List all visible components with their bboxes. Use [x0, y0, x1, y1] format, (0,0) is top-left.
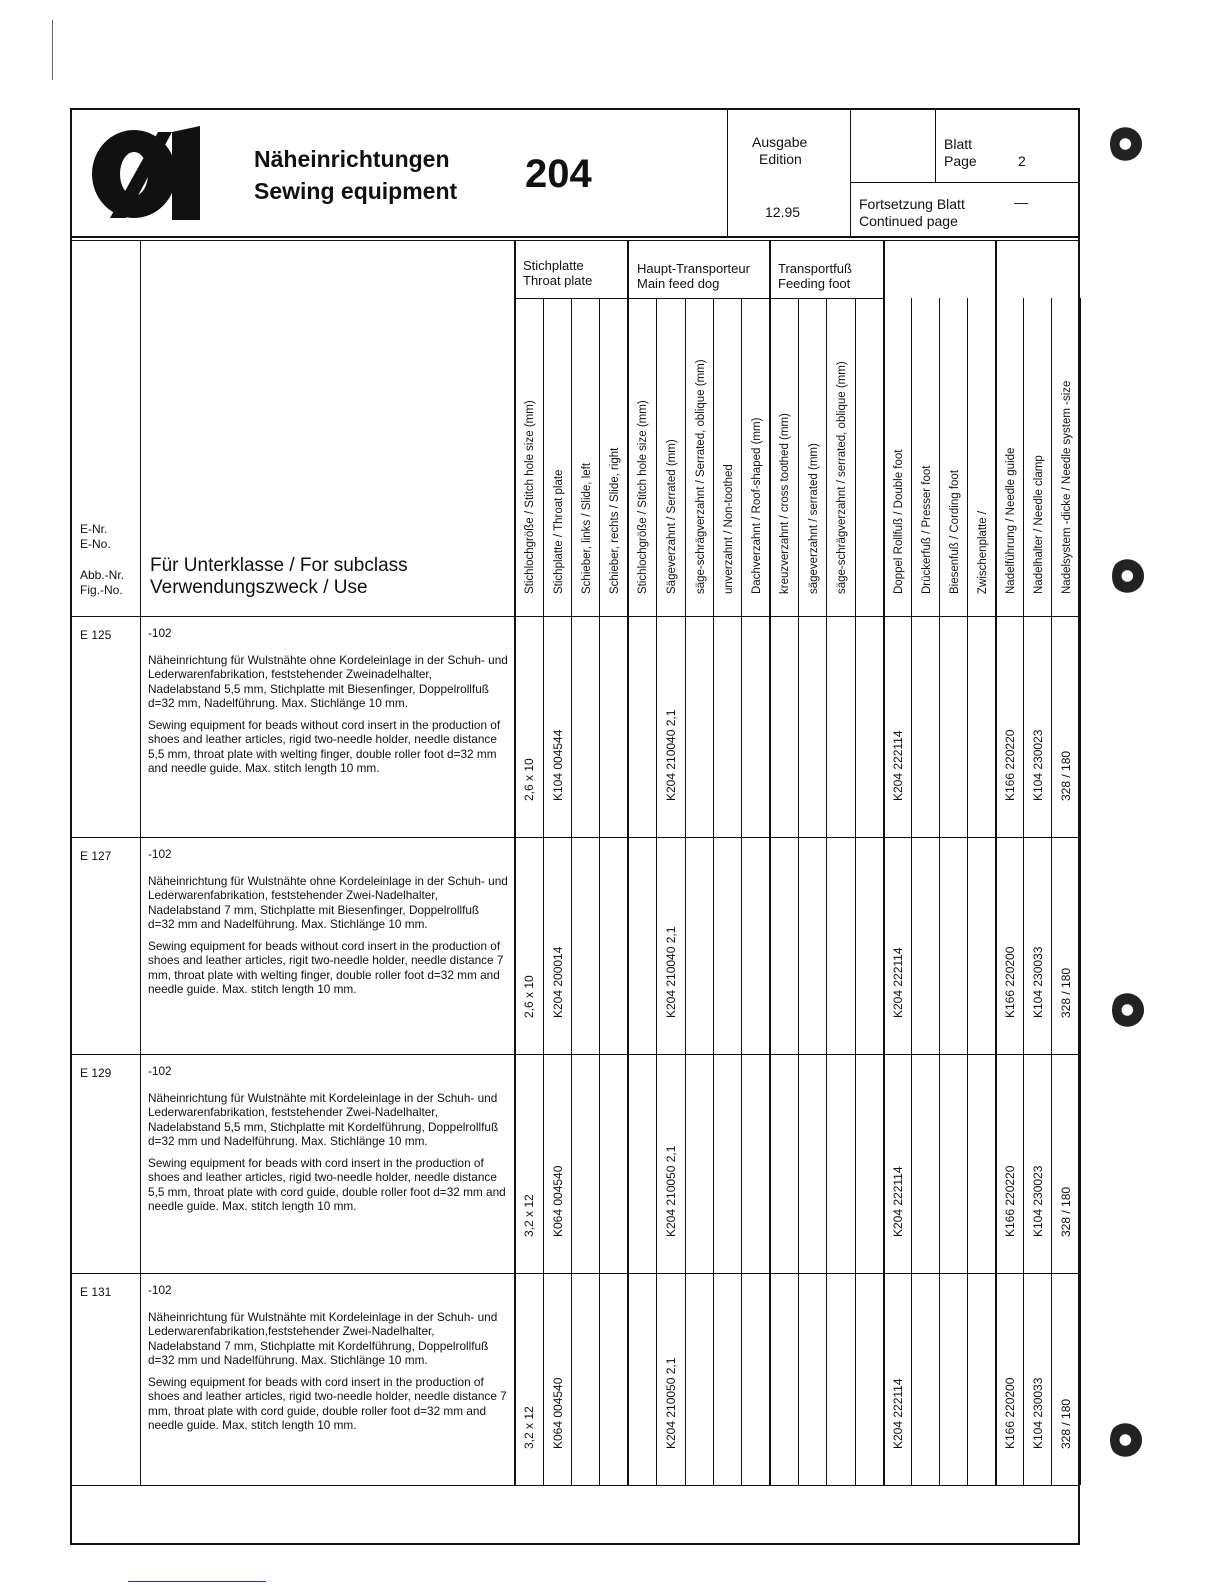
- cell-stitch-hole: 3,2 x 12: [522, 1194, 536, 1237]
- cell-serrated: K204 210040 2,1: [664, 709, 678, 801]
- column-header-13: Doppel Rollfuß / Double foot: [893, 449, 905, 594]
- col-divider-19: [1051, 298, 1052, 1485]
- col-divider-1: [543, 298, 544, 1485]
- row-description: [148, 626, 508, 783]
- row-description: [148, 1064, 508, 1221]
- header-divider-4: [850, 182, 1080, 183]
- col-divider-12: [855, 298, 856, 1485]
- header-bottom-rule: [70, 236, 1080, 238]
- row-desc-de: Näheinrichtung für Wulstnähte mit Kordeleinlage in der Schuh- und Lederwarenfabrikation,feststehender Zwei-Nadelhalter, Nadelabstand 7 mm, Stichplatte mit Kordelführung, Doppelrollfuß d=32 mm und Nadelführung. Max. Stichlänge 10 mm.: [148, 1309, 498, 1367]
- row-desc-de: Näheinrichtung für Wulstnähte mit Kordeleinlage in der Schuh- und Lederwarenfabrikation, feststehender Zwei-Nadelhalter, Nadelabstand 5,5 mm, Stichplatte mit Kordelführung, Doppelrollfuß d=32 mm und Nadelführung. Max. Stichlänge 10 mm.: [148, 1090, 499, 1148]
- header-divider-1: [727, 108, 728, 236]
- column-header-8: Dachverzahnt / Roof-shaped (mm): [751, 417, 763, 594]
- col-divider-15: [939, 298, 940, 1485]
- header-divider-2: [850, 108, 851, 236]
- column-header-10: sägeverzahnt / serrated (mm): [808, 443, 820, 594]
- cell-needle-system: 328 / 180: [1059, 1398, 1073, 1449]
- row-eno: E 127: [80, 849, 112, 863]
- row-eno: E 131: [80, 1285, 112, 1299]
- title-de: Näheinrichtungen: [254, 146, 450, 172]
- edition-value: 12.95: [765, 204, 801, 220]
- column-header-18: Nadelhalter / Needle clamp: [1033, 455, 1045, 594]
- row-subclass: -102: [148, 626, 172, 640]
- row-description: [148, 1283, 508, 1440]
- col-divider-0: [514, 240, 516, 1485]
- margin-mark: [52, 20, 53, 80]
- row-desc-de: Näheinrichtung für Wulstnähte ohne Kordeleinlage in der Schuh- und Lederwarenfabrikation, feststehender Zweinadelhalter, Nadelabstand 5,5 mm, Stichplatte mit Biesenfinger, Doppelrollfuß d=32 mm, Nadelführung. Max. Stichlänge 10 mm.: [148, 652, 508, 710]
- col-divider-8: [741, 298, 742, 1485]
- punch-hole-top: [1110, 124, 1144, 164]
- column-header-5: Sägeverzahnt / Serrated (mm): [666, 439, 678, 594]
- col-divider-9: [769, 240, 771, 1485]
- row-desc-en: Sewing equipment for beads without cord insert in the production of shoes and leather articles, rigid two-needle holder, needle distance 5,5 mm, throat plate with welting finger, double roller foot d=32 mm and needle guide. Max. stitch length 10 mm.: [148, 717, 501, 775]
- cell-stitch-hole: 3,2 x 12: [522, 1406, 536, 1449]
- cell-double-foot: K204 222114: [891, 730, 905, 801]
- column-header-4: Stichlochgröße / Stitch hole size (mm): [637, 400, 649, 594]
- eno-label-en: E-No.: [80, 537, 111, 551]
- col-divider-16: [967, 298, 968, 1485]
- page-label-de: Blatt: [944, 136, 973, 152]
- punch-hole-3: [1112, 990, 1146, 1030]
- cell-serrated: K204 210050 2,1: [664, 1145, 678, 1237]
- cell-throat-plate: K064 004540: [551, 1165, 565, 1237]
- group-feeding-foot: Transportfuß Feeding foot: [778, 261, 852, 291]
- col-divider-3: [599, 298, 600, 1485]
- col-divider-4: [627, 240, 629, 1485]
- col-divider-6: [685, 298, 686, 1485]
- cell-throat-plate: K104 004544: [551, 729, 565, 801]
- column-header-3: Schieber, rechts / Slide, right: [609, 447, 621, 594]
- cell-needle-system: 328 / 180: [1059, 750, 1073, 801]
- continued-label-de: Fortsetzung Blatt: [859, 196, 965, 212]
- column-header-0: Stichlochgröße / Stitch hole size (mm): [524, 400, 536, 594]
- column-header-1: Stichplatte / Throat plate: [553, 469, 565, 594]
- fig-label-en: Fig.-No.: [80, 583, 123, 597]
- cell-needle-guide: K166 220200: [1003, 946, 1017, 1018]
- column-header-7: unverzahnt / Non-toothed: [723, 464, 735, 594]
- cell-needle-clamp: K104 230033: [1031, 1377, 1045, 1449]
- col-divider-end: [1080, 298, 1081, 1485]
- row-desc-en: Sewing equipment for beads with cord insert in the production of shoes and leather articles, rigid two-needle holder, needle distance 7 mm, throat plate with cord guide, double roller foot d=32 mm and needle guide. Max. stitch length 10 mm.: [148, 1374, 507, 1432]
- page-label-en: Page: [944, 153, 977, 169]
- cell-double-foot: K204 222114: [891, 947, 905, 1018]
- column-header-9: kreuzverzahnt / cross toothed (mm): [779, 413, 791, 594]
- header-divider-3: [935, 108, 936, 182]
- title-en: Sewing equipment: [254, 178, 458, 204]
- row-separator: [70, 1054, 1080, 1055]
- table-bottom-rule: [70, 1485, 1080, 1486]
- col-divider-5: [656, 298, 657, 1485]
- row-desc-en: Sewing equipment for beads without cord insert in the production of shoes and leather articles, rigit two-needle holder, needle distance 7 mm, throat plate with welting finger, double roller foot d=32 mm and needle guide. Max. stitch length 10 mm.: [148, 938, 504, 996]
- cell-needle-guide: K166 220220: [1003, 729, 1017, 801]
- use-header-en: Verwendungszweck / Use: [150, 577, 368, 598]
- cell-double-foot: K204 222114: [891, 1378, 905, 1449]
- use-header-de: Für Unterklasse / For subclass: [150, 555, 408, 576]
- cell-needle-clamp: K104 230033: [1031, 946, 1045, 1018]
- group-throat-plate: Stichplatte Throat plate: [523, 258, 593, 288]
- cell-needle-system: 328 / 180: [1059, 967, 1073, 1018]
- column-header-16: Zwischenplatte /: [977, 510, 989, 594]
- column-header-15: Biesenfuß / Cording foot: [949, 469, 961, 594]
- bottom-underline: [128, 1581, 266, 1582]
- row-subclass: -102: [148, 847, 172, 861]
- document-number: 204: [525, 152, 592, 196]
- col-divider-eno: [140, 240, 141, 1485]
- table-top-rule: [70, 240, 1080, 241]
- row-desc-de: Näheinrichtung für Wulstnähte ohne Kordeleinlage in der Schuh- und Lederwarenfabrikation, feststehender Zwei-Nadelhalter, Nadelabstand 7 mm, Stichplatte mit Biesenfinger, Doppelrollfuß d=32 mm and Nadelführung. Max. Stichlänge 10 mm.: [148, 873, 508, 931]
- column-header-14: Drückerfuß / Presser foot: [921, 465, 933, 594]
- column-header-11: säge-schrägverzahnt / serrated, oblique (mm): [836, 361, 848, 594]
- column-header-6: säge-schrägverzahnt / Serrated, oblique (mm): [695, 359, 707, 594]
- column-header-19: Nadelsystem -dicke / Needle system -size: [1061, 380, 1073, 594]
- eno-label-de: E-Nr.: [80, 522, 108, 536]
- edition-label-en: Edition: [759, 151, 802, 167]
- col-divider-18: [1023, 298, 1024, 1485]
- row-subclass: -102: [148, 1283, 172, 1297]
- cell-stitch-hole: 2,6 x 10: [522, 758, 536, 801]
- col-divider-2: [571, 298, 572, 1485]
- group-header-rule: [514, 298, 883, 299]
- cell-needle-guide: K166 220220: [1003, 1165, 1017, 1237]
- row-eno: E 129: [80, 1066, 112, 1080]
- cell-serrated: K204 210050 2,1: [664, 1357, 678, 1449]
- table-header-bottom-rule: [70, 616, 1080, 617]
- col-divider-11: [826, 298, 827, 1485]
- cell-serrated: K204 210040 2,1: [664, 926, 678, 1018]
- continued-label-en: Continued page: [859, 213, 958, 229]
- row-subclass: -102: [148, 1064, 172, 1078]
- cell-needle-guide: K166 220200: [1003, 1377, 1017, 1449]
- cell-throat-plate: K064 004540: [551, 1377, 565, 1449]
- row-separator: [70, 837, 1080, 838]
- cell-needle-clamp: K104 230023: [1031, 1165, 1045, 1237]
- punch-hole-2: [1112, 556, 1146, 596]
- col-divider-17: [995, 240, 997, 1485]
- row-separator: [70, 1273, 1080, 1274]
- col-divider-13: [883, 240, 885, 1485]
- cell-throat-plate: K204 200014: [551, 946, 565, 1018]
- cell-stitch-hole: 2,6 x 10: [522, 975, 536, 1018]
- page-value: 2: [1018, 153, 1026, 169]
- cell-double-foot: K204 222114: [891, 1166, 905, 1237]
- group-main-feed-dog: Haupt-Transporteur Main feed dog: [637, 261, 750, 291]
- punch-hole-bottom: [1110, 1420, 1144, 1460]
- cell-needle-clamp: K104 230023: [1031, 729, 1045, 801]
- column-header-17: Nadelführung / Needle guide: [1005, 447, 1017, 594]
- column-header-2: Schieber, links / Slide, left: [581, 462, 593, 594]
- company-logo: [88, 122, 210, 222]
- row-description: [148, 847, 508, 1004]
- col-divider-14: [911, 298, 912, 1485]
- cell-needle-system: 328 / 180: [1059, 1186, 1073, 1237]
- edition-label-de: Ausgabe: [752, 134, 808, 150]
- row-desc-en: Sewing equipment for beads with cord insert in the production of shoes and leather articles, rigid two-needle holder, needle distance 5,5 mm, throat plate with cord guide, double roller foot d=32 mm and needle guide. Max. stitch length 10 mm.: [148, 1155, 506, 1213]
- row-eno: E 125: [80, 628, 112, 642]
- continued-value: —: [1014, 194, 1028, 210]
- col-divider-10: [798, 298, 799, 1485]
- col-divider-7: [713, 298, 714, 1485]
- fig-label-de: Abb.-Nr.: [80, 568, 125, 582]
